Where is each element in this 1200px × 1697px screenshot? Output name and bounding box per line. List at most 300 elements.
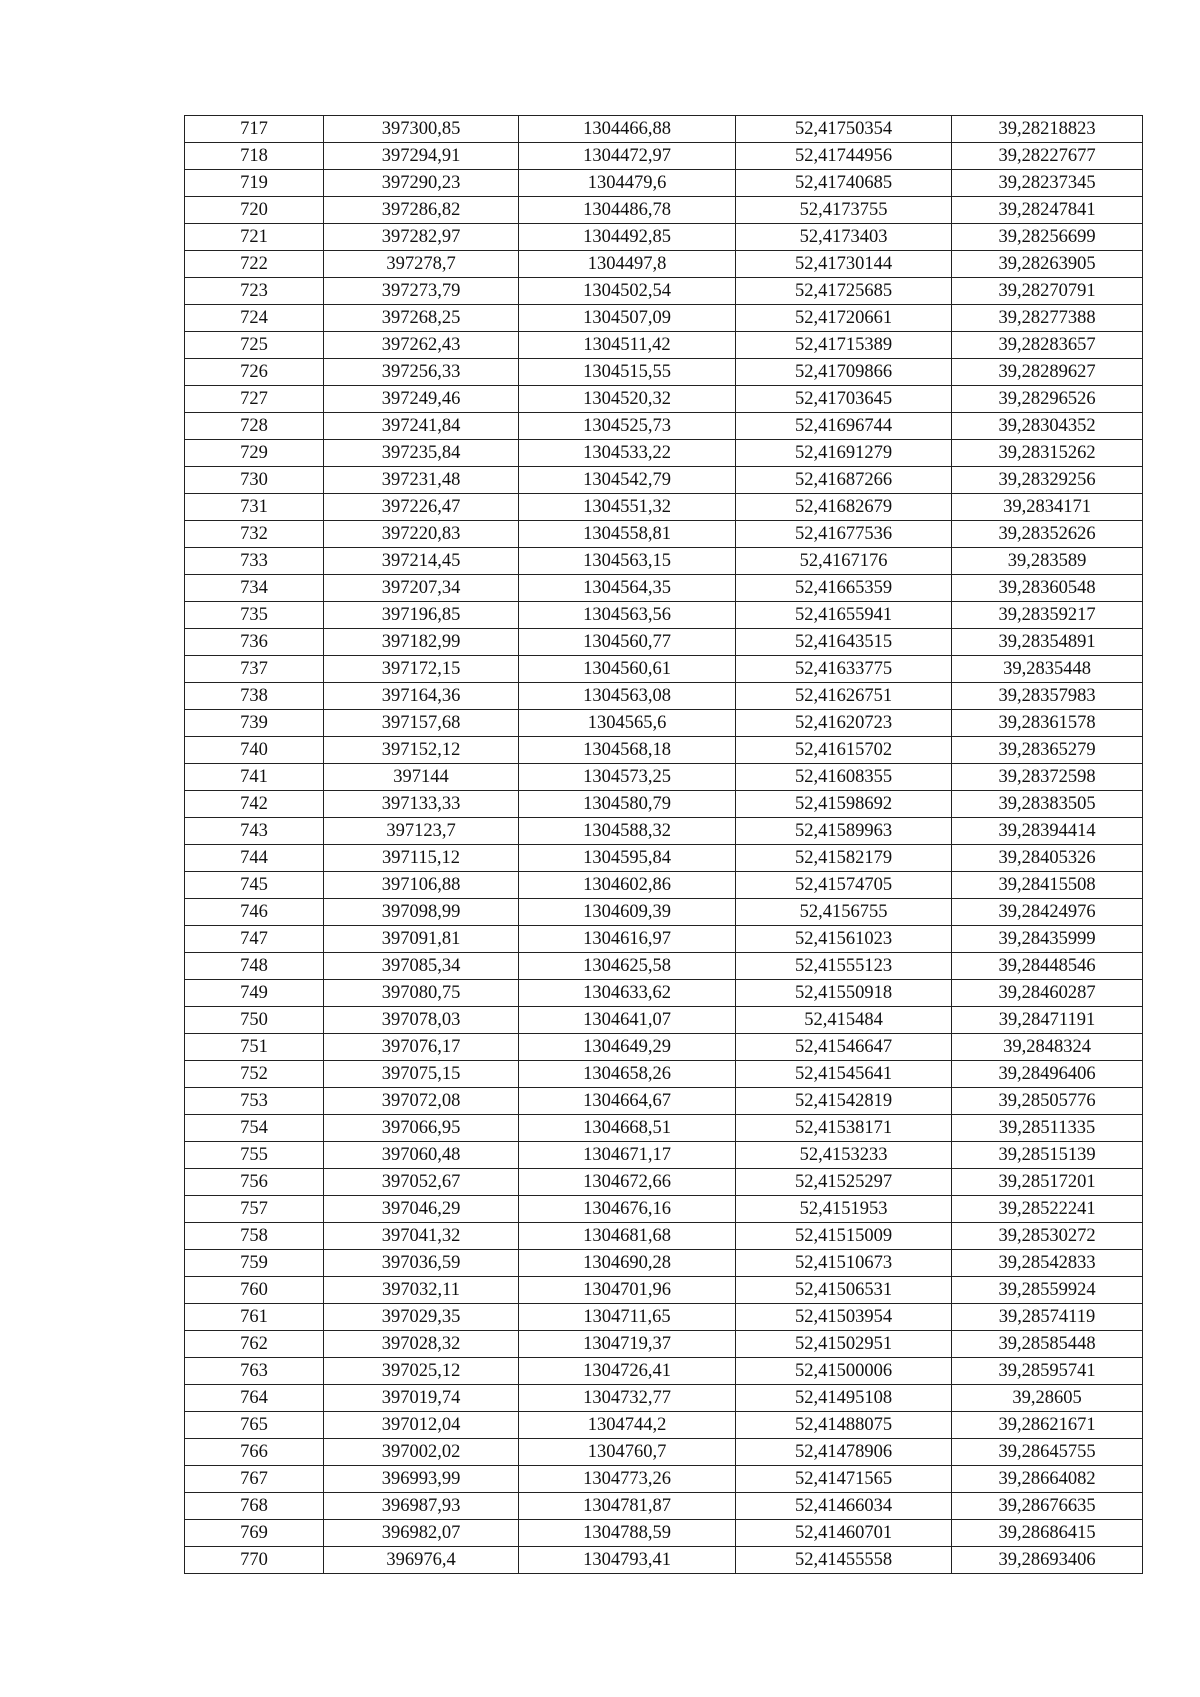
point-number-cell: 766: [185, 1439, 324, 1466]
x-coordinate-cell: 397282,97: [324, 224, 519, 251]
x-coordinate-cell: 397123,7: [324, 818, 519, 845]
latitude-cell: 52,41598692: [736, 791, 952, 818]
longitude-cell: 39,28515139: [952, 1142, 1143, 1169]
point-number-cell: 747: [185, 926, 324, 953]
table-row: [185, 1007, 1143, 1034]
x-coordinate-cell: 397106,88: [324, 872, 519, 899]
table-row: [185, 278, 1143, 305]
point-number-cell: 722: [185, 251, 324, 278]
latitude-cell: 52,41538171: [736, 1115, 952, 1142]
latitude-cell: 52,41703645: [736, 386, 952, 413]
latitude-cell: 52,41696744: [736, 413, 952, 440]
table-row: [185, 1115, 1143, 1142]
point-number-cell: 729: [185, 440, 324, 467]
table-row: [185, 1277, 1143, 1304]
point-number-cell: 726: [185, 359, 324, 386]
longitude-cell: 39,28605: [952, 1385, 1143, 1412]
longitude-cell: 39,28237345: [952, 170, 1143, 197]
point-number-cell: 724: [185, 305, 324, 332]
point-number-cell: 734: [185, 575, 324, 602]
point-number-cell: 770: [185, 1547, 324, 1574]
x-coordinate-cell: 397207,34: [324, 575, 519, 602]
x-coordinate-cell: 397214,45: [324, 548, 519, 575]
x-coordinate-cell: 397157,68: [324, 710, 519, 737]
longitude-cell: 39,28424976: [952, 899, 1143, 926]
table-row: [185, 116, 1143, 143]
point-number-cell: 759: [185, 1250, 324, 1277]
point-number-cell: 723: [185, 278, 324, 305]
y-coordinate-cell: 1304479,6: [519, 170, 736, 197]
latitude-cell: 52,41740685: [736, 170, 952, 197]
x-coordinate-cell: 397144: [324, 764, 519, 791]
y-coordinate-cell: 1304781,87: [519, 1493, 736, 1520]
table-row: [185, 494, 1143, 521]
y-coordinate-cell: 1304668,51: [519, 1115, 736, 1142]
point-number-cell: 753: [185, 1088, 324, 1115]
point-number-cell: 743: [185, 818, 324, 845]
y-coordinate-cell: 1304515,55: [519, 359, 736, 386]
x-coordinate-cell: 397075,15: [324, 1061, 519, 1088]
table-row: [185, 1493, 1143, 1520]
latitude-cell: 52,41589963: [736, 818, 952, 845]
latitude-cell: 52,41687266: [736, 467, 952, 494]
y-coordinate-cell: 1304649,29: [519, 1034, 736, 1061]
table-row: [185, 845, 1143, 872]
table-row: [185, 791, 1143, 818]
y-coordinate-cell: 1304588,32: [519, 818, 736, 845]
table-row: [185, 1385, 1143, 1412]
y-coordinate-cell: 1304681,68: [519, 1223, 736, 1250]
x-coordinate-cell: 397115,12: [324, 845, 519, 872]
table-row: [185, 521, 1143, 548]
y-coordinate-cell: 1304664,67: [519, 1088, 736, 1115]
y-coordinate-cell: 1304633,62: [519, 980, 736, 1007]
x-coordinate-cell: 397273,79: [324, 278, 519, 305]
x-coordinate-cell: 397226,47: [324, 494, 519, 521]
table-row: [185, 953, 1143, 980]
y-coordinate-cell: 1304564,35: [519, 575, 736, 602]
point-number-cell: 731: [185, 494, 324, 521]
point-number-cell: 763: [185, 1358, 324, 1385]
latitude-cell: 52,4173403: [736, 224, 952, 251]
latitude-cell: 52,41488075: [736, 1412, 952, 1439]
point-number-cell: 756: [185, 1169, 324, 1196]
longitude-cell: 39,28263905: [952, 251, 1143, 278]
longitude-cell: 39,28595741: [952, 1358, 1143, 1385]
coordinates-table-body: [185, 116, 1143, 1574]
table-row: [185, 656, 1143, 683]
point-number-cell: 755: [185, 1142, 324, 1169]
longitude-cell: 39,28296526: [952, 386, 1143, 413]
table-row: [185, 251, 1143, 278]
latitude-cell: 52,41506531: [736, 1277, 952, 1304]
point-number-cell: 744: [185, 845, 324, 872]
y-coordinate-cell: 1304602,86: [519, 872, 736, 899]
latitude-cell: 52,41615702: [736, 737, 952, 764]
latitude-cell: 52,41715389: [736, 332, 952, 359]
latitude-cell: 52,41574705: [736, 872, 952, 899]
table-row: [185, 818, 1143, 845]
y-coordinate-cell: 1304507,09: [519, 305, 736, 332]
point-number-cell: 748: [185, 953, 324, 980]
longitude-cell: 39,28360548: [952, 575, 1143, 602]
x-coordinate-cell: 397076,17: [324, 1034, 519, 1061]
longitude-cell: 39,28227677: [952, 143, 1143, 170]
x-coordinate-cell: 397012,04: [324, 1412, 519, 1439]
latitude-cell: 52,41460701: [736, 1520, 952, 1547]
x-coordinate-cell: 397041,32: [324, 1223, 519, 1250]
longitude-cell: 39,28496406: [952, 1061, 1143, 1088]
longitude-cell: 39,28352626: [952, 521, 1143, 548]
x-coordinate-cell: 397025,12: [324, 1358, 519, 1385]
x-coordinate-cell: 397060,48: [324, 1142, 519, 1169]
y-coordinate-cell: 1304563,15: [519, 548, 736, 575]
table-row: [185, 1439, 1143, 1466]
longitude-cell: 39,28218823: [952, 116, 1143, 143]
x-coordinate-cell: 397235,84: [324, 440, 519, 467]
latitude-cell: 52,41495108: [736, 1385, 952, 1412]
table-row: [185, 305, 1143, 332]
latitude-cell: 52,41633775: [736, 656, 952, 683]
longitude-cell: 39,28585448: [952, 1331, 1143, 1358]
x-coordinate-cell: 397241,84: [324, 413, 519, 440]
latitude-cell: 52,41626751: [736, 683, 952, 710]
latitude-cell: 52,41510673: [736, 1250, 952, 1277]
latitude-cell: 52,41691279: [736, 440, 952, 467]
longitude-cell: 39,28664082: [952, 1466, 1143, 1493]
table-row: [185, 899, 1143, 926]
table-row: [185, 413, 1143, 440]
longitude-cell: 39,28530272: [952, 1223, 1143, 1250]
table-row: [185, 1520, 1143, 1547]
y-coordinate-cell: 1304732,77: [519, 1385, 736, 1412]
point-number-cell: 737: [185, 656, 324, 683]
x-coordinate-cell: 396993,99: [324, 1466, 519, 1493]
longitude-cell: 39,28372598: [952, 764, 1143, 791]
y-coordinate-cell: 1304563,56: [519, 602, 736, 629]
y-coordinate-cell: 1304641,07: [519, 1007, 736, 1034]
longitude-cell: 39,28405326: [952, 845, 1143, 872]
longitude-cell: 39,28435999: [952, 926, 1143, 953]
longitude-cell: 39,28511335: [952, 1115, 1143, 1142]
point-number-cell: 719: [185, 170, 324, 197]
latitude-cell: 52,41471565: [736, 1466, 952, 1493]
latitude-cell: 52,41503954: [736, 1304, 952, 1331]
y-coordinate-cell: 1304551,32: [519, 494, 736, 521]
longitude-cell: 39,28283657: [952, 332, 1143, 359]
y-coordinate-cell: 1304497,8: [519, 251, 736, 278]
point-number-cell: 730: [185, 467, 324, 494]
latitude-cell: 52,41750354: [736, 116, 952, 143]
latitude-cell: 52,4173755: [736, 197, 952, 224]
x-coordinate-cell: 397220,83: [324, 521, 519, 548]
y-coordinate-cell: 1304565,6: [519, 710, 736, 737]
longitude-cell: 39,28315262: [952, 440, 1143, 467]
x-coordinate-cell: 397286,82: [324, 197, 519, 224]
x-coordinate-cell: 397152,12: [324, 737, 519, 764]
x-coordinate-cell: 397182,99: [324, 629, 519, 656]
latitude-cell: 52,415484: [736, 1007, 952, 1034]
x-coordinate-cell: 397066,95: [324, 1115, 519, 1142]
latitude-cell: 52,41542819: [736, 1088, 952, 1115]
latitude-cell: 52,41515009: [736, 1223, 952, 1250]
y-coordinate-cell: 1304690,28: [519, 1250, 736, 1277]
y-coordinate-cell: 1304711,65: [519, 1304, 736, 1331]
point-number-cell: 721: [185, 224, 324, 251]
latitude-cell: 52,41466034: [736, 1493, 952, 1520]
point-number-cell: 762: [185, 1331, 324, 1358]
latitude-cell: 52,41455558: [736, 1547, 952, 1574]
x-coordinate-cell: 397002,02: [324, 1439, 519, 1466]
point-number-cell: 765: [185, 1412, 324, 1439]
point-number-cell: 728: [185, 413, 324, 440]
y-coordinate-cell: 1304676,16: [519, 1196, 736, 1223]
latitude-cell: 52,4156755: [736, 899, 952, 926]
y-coordinate-cell: 1304560,77: [519, 629, 736, 656]
x-coordinate-cell: 397231,48: [324, 467, 519, 494]
longitude-cell: 39,28559924: [952, 1277, 1143, 1304]
x-coordinate-cell: 397196,85: [324, 602, 519, 629]
table-row: [185, 1304, 1143, 1331]
x-coordinate-cell: 397036,59: [324, 1250, 519, 1277]
table-row: [185, 926, 1143, 953]
longitude-cell: 39,28693406: [952, 1547, 1143, 1574]
longitude-cell: 39,28359217: [952, 602, 1143, 629]
longitude-cell: 39,28354891: [952, 629, 1143, 656]
x-coordinate-cell: 397085,34: [324, 953, 519, 980]
y-coordinate-cell: 1304616,97: [519, 926, 736, 953]
latitude-cell: 52,41677536: [736, 521, 952, 548]
table-row: [185, 764, 1143, 791]
table-row: [185, 386, 1143, 413]
latitude-cell: 52,4167176: [736, 548, 952, 575]
point-number-cell: 742: [185, 791, 324, 818]
longitude-cell: 39,28277388: [952, 305, 1143, 332]
point-number-cell: 736: [185, 629, 324, 656]
point-number-cell: 761: [185, 1304, 324, 1331]
x-coordinate-cell: 396987,93: [324, 1493, 519, 1520]
point-number-cell: 727: [185, 386, 324, 413]
point-number-cell: 754: [185, 1115, 324, 1142]
table-row: [185, 359, 1143, 386]
table-row: [185, 1196, 1143, 1223]
x-coordinate-cell: 397164,36: [324, 683, 519, 710]
latitude-cell: 52,41555123: [736, 953, 952, 980]
x-coordinate-cell: 397268,25: [324, 305, 519, 332]
x-coordinate-cell: 397019,74: [324, 1385, 519, 1412]
longitude-cell: 39,2835448: [952, 656, 1143, 683]
longitude-cell: 39,28415508: [952, 872, 1143, 899]
y-coordinate-cell: 1304580,79: [519, 791, 736, 818]
latitude-cell: 52,41665359: [736, 575, 952, 602]
table-row: [185, 1412, 1143, 1439]
longitude-cell: 39,28448546: [952, 953, 1143, 980]
x-coordinate-cell: 397072,08: [324, 1088, 519, 1115]
y-coordinate-cell: 1304533,22: [519, 440, 736, 467]
longitude-cell: 39,28304352: [952, 413, 1143, 440]
table-row: [185, 980, 1143, 1007]
longitude-cell: 39,28357983: [952, 683, 1143, 710]
longitude-cell: 39,28361578: [952, 710, 1143, 737]
y-coordinate-cell: 1304595,84: [519, 845, 736, 872]
table-row: [185, 575, 1143, 602]
point-number-cell: 745: [185, 872, 324, 899]
longitude-cell: 39,2848324: [952, 1034, 1143, 1061]
longitude-cell: 39,28505776: [952, 1088, 1143, 1115]
y-coordinate-cell: 1304672,66: [519, 1169, 736, 1196]
table-row: [185, 224, 1143, 251]
point-number-cell: 732: [185, 521, 324, 548]
y-coordinate-cell: 1304760,7: [519, 1439, 736, 1466]
x-coordinate-cell: 397046,29: [324, 1196, 519, 1223]
y-coordinate-cell: 1304625,58: [519, 953, 736, 980]
x-coordinate-cell: 397172,15: [324, 656, 519, 683]
y-coordinate-cell: 1304773,26: [519, 1466, 736, 1493]
y-coordinate-cell: 1304511,42: [519, 332, 736, 359]
longitude-cell: 39,28329256: [952, 467, 1143, 494]
x-coordinate-cell: 397032,11: [324, 1277, 519, 1304]
latitude-cell: 52,41582179: [736, 845, 952, 872]
longitude-cell: 39,28676635: [952, 1493, 1143, 1520]
point-number-cell: 767: [185, 1466, 324, 1493]
point-number-cell: 740: [185, 737, 324, 764]
latitude-cell: 52,41545641: [736, 1061, 952, 1088]
latitude-cell: 52,41608355: [736, 764, 952, 791]
table-row: [185, 1331, 1143, 1358]
x-coordinate-cell: 397262,43: [324, 332, 519, 359]
y-coordinate-cell: 1304520,32: [519, 386, 736, 413]
latitude-cell: 52,41620723: [736, 710, 952, 737]
longitude-cell: 39,28256699: [952, 224, 1143, 251]
y-coordinate-cell: 1304701,96: [519, 1277, 736, 1304]
table-row: [185, 1169, 1143, 1196]
latitude-cell: 52,41709866: [736, 359, 952, 386]
longitude-cell: 39,28645755: [952, 1439, 1143, 1466]
latitude-cell: 52,41478906: [736, 1439, 952, 1466]
table-row: [185, 737, 1143, 764]
point-number-cell: 768: [185, 1493, 324, 1520]
longitude-cell: 39,28542833: [952, 1250, 1143, 1277]
table-row: [185, 1034, 1143, 1061]
y-coordinate-cell: 1304573,25: [519, 764, 736, 791]
longitude-cell: 39,28394414: [952, 818, 1143, 845]
point-number-cell: 717: [185, 116, 324, 143]
table-row: [185, 1223, 1143, 1250]
table-row: [185, 710, 1143, 737]
point-number-cell: 751: [185, 1034, 324, 1061]
x-coordinate-cell: 397133,33: [324, 791, 519, 818]
latitude-cell: 52,41550918: [736, 980, 952, 1007]
y-coordinate-cell: 1304492,85: [519, 224, 736, 251]
y-coordinate-cell: 1304568,18: [519, 737, 736, 764]
table-row: [185, 602, 1143, 629]
y-coordinate-cell: 1304726,41: [519, 1358, 736, 1385]
latitude-cell: 52,41682679: [736, 494, 952, 521]
point-number-cell: 739: [185, 710, 324, 737]
point-number-cell: 720: [185, 197, 324, 224]
longitude-cell: 39,28270791: [952, 278, 1143, 305]
latitude-cell: 52,4151953: [736, 1196, 952, 1223]
table-row: [185, 683, 1143, 710]
table-row: [185, 1358, 1143, 1385]
x-coordinate-cell: 397294,91: [324, 143, 519, 170]
latitude-cell: 52,41643515: [736, 629, 952, 656]
table-row: [185, 1547, 1143, 1574]
x-coordinate-cell: 397028,32: [324, 1331, 519, 1358]
y-coordinate-cell: 1304502,54: [519, 278, 736, 305]
y-coordinate-cell: 1304560,61: [519, 656, 736, 683]
point-number-cell: 735: [185, 602, 324, 629]
point-number-cell: 738: [185, 683, 324, 710]
latitude-cell: 52,41546647: [736, 1034, 952, 1061]
table-row: [185, 872, 1143, 899]
x-coordinate-cell: 397029,35: [324, 1304, 519, 1331]
x-coordinate-cell: 397091,81: [324, 926, 519, 953]
table-row: [185, 467, 1143, 494]
table-row: [185, 1466, 1143, 1493]
longitude-cell: 39,28522241: [952, 1196, 1143, 1223]
point-number-cell: 752: [185, 1061, 324, 1088]
longitude-cell: 39,28574119: [952, 1304, 1143, 1331]
longitude-cell: 39,28517201: [952, 1169, 1143, 1196]
table-row: [185, 440, 1143, 467]
longitude-cell: 39,28621671: [952, 1412, 1143, 1439]
table-row: [185, 1061, 1143, 1088]
latitude-cell: 52,41502951: [736, 1331, 952, 1358]
latitude-cell: 52,41525297: [736, 1169, 952, 1196]
point-number-cell: 769: [185, 1520, 324, 1547]
y-coordinate-cell: 1304558,81: [519, 521, 736, 548]
latitude-cell: 52,41744956: [736, 143, 952, 170]
x-coordinate-cell: 397256,33: [324, 359, 519, 386]
table-row: [185, 170, 1143, 197]
y-coordinate-cell: 1304563,08: [519, 683, 736, 710]
x-coordinate-cell: 397052,67: [324, 1169, 519, 1196]
y-coordinate-cell: 1304719,37: [519, 1331, 736, 1358]
latitude-cell: 52,4153233: [736, 1142, 952, 1169]
longitude-cell: 39,283589: [952, 548, 1143, 575]
latitude-cell: 52,41655941: [736, 602, 952, 629]
table-row: [185, 197, 1143, 224]
latitude-cell: 52,41561023: [736, 926, 952, 953]
longitude-cell: 39,28460287: [952, 980, 1143, 1007]
point-number-cell: 750: [185, 1007, 324, 1034]
point-number-cell: 764: [185, 1385, 324, 1412]
point-number-cell: 741: [185, 764, 324, 791]
longitude-cell: 39,28471191: [952, 1007, 1143, 1034]
longitude-cell: 39,2834171: [952, 494, 1143, 521]
x-coordinate-cell: 397278,7: [324, 251, 519, 278]
longitude-cell: 39,28686415: [952, 1520, 1143, 1547]
table-row: [185, 1088, 1143, 1115]
y-coordinate-cell: 1304788,59: [519, 1520, 736, 1547]
x-coordinate-cell: 397249,46: [324, 386, 519, 413]
y-coordinate-cell: 1304472,97: [519, 143, 736, 170]
table-row: [185, 332, 1143, 359]
x-coordinate-cell: 396982,07: [324, 1520, 519, 1547]
table-row: [185, 548, 1143, 575]
point-number-cell: 760: [185, 1277, 324, 1304]
point-number-cell: 746: [185, 899, 324, 926]
y-coordinate-cell: 1304671,17: [519, 1142, 736, 1169]
point-number-cell: 733: [185, 548, 324, 575]
latitude-cell: 52,41720661: [736, 305, 952, 332]
point-number-cell: 725: [185, 332, 324, 359]
x-coordinate-cell: 397080,75: [324, 980, 519, 1007]
point-number-cell: 757: [185, 1196, 324, 1223]
latitude-cell: 52,41730144: [736, 251, 952, 278]
x-coordinate-cell: 397300,85: [324, 116, 519, 143]
